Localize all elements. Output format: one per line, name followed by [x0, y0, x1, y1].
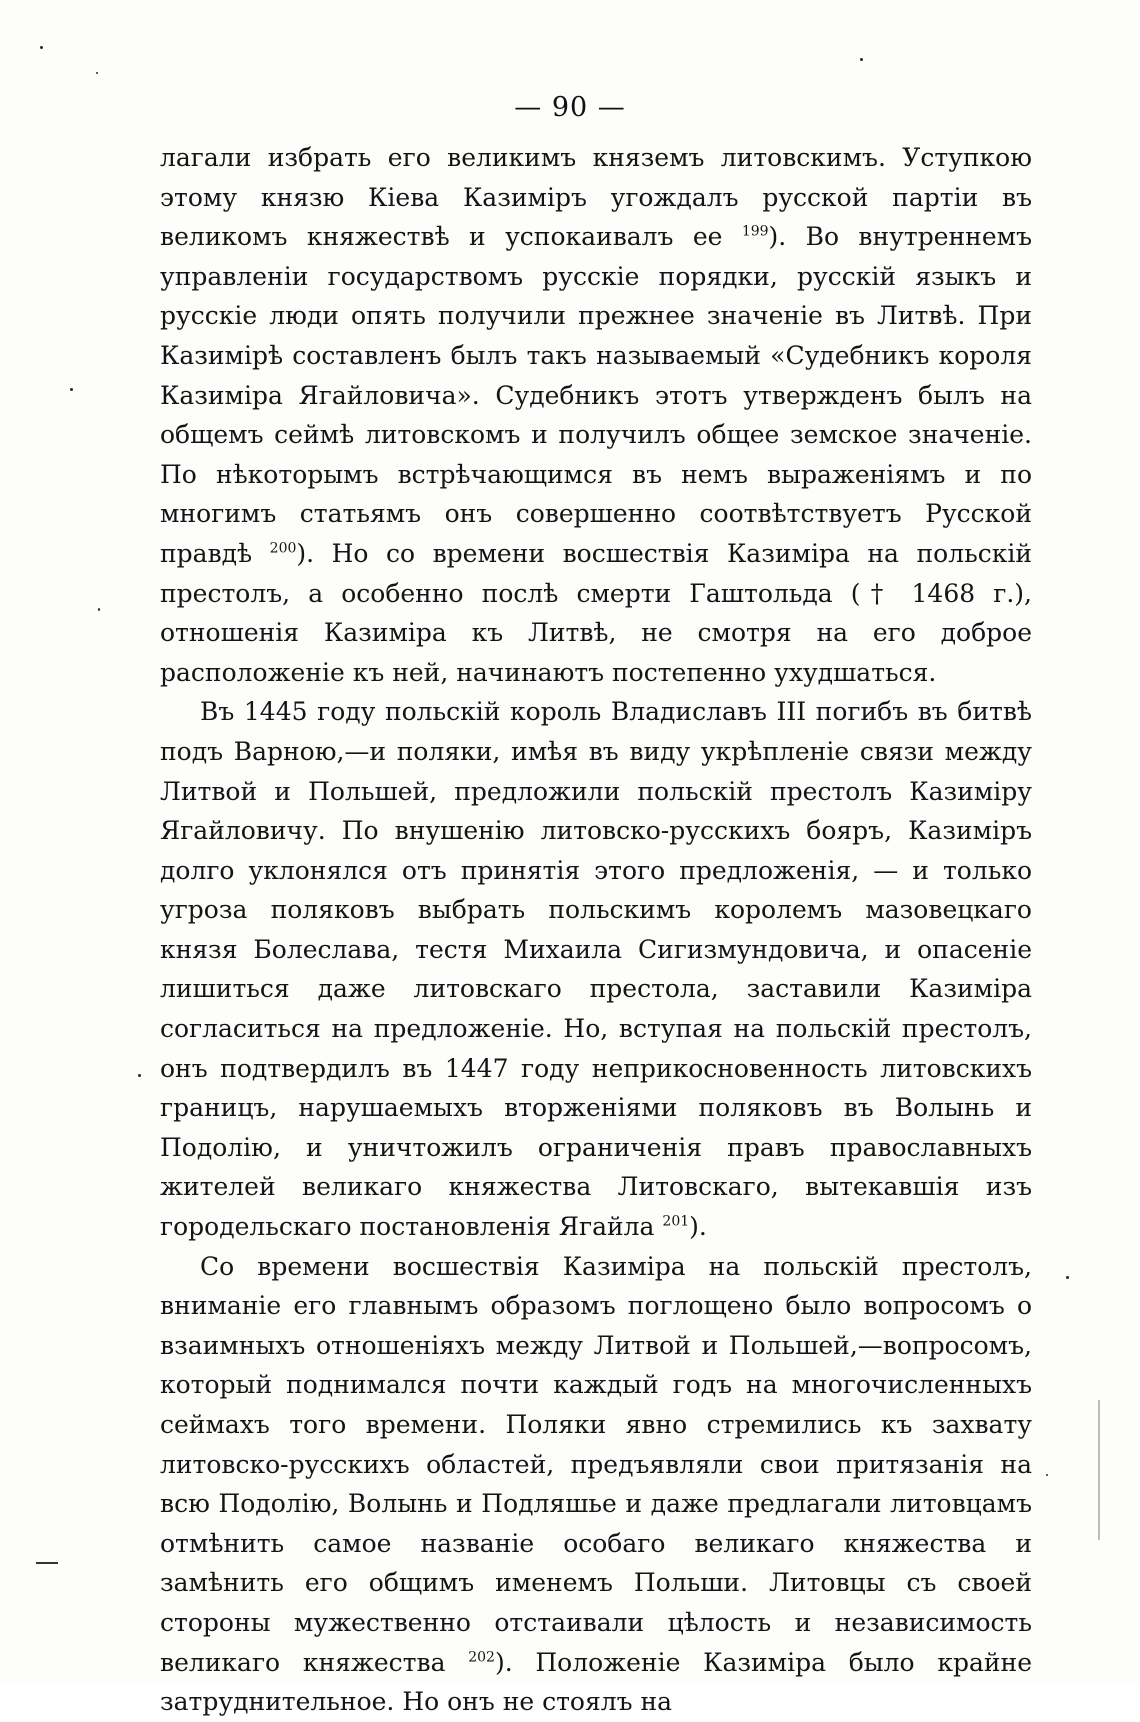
text-run: Со времени восшествія Казиміра на польскій престолъ, вниманіе его главнымъ образомъ поглощено было вопросомъ о взаимныхъ отношеніяхъ между Литвой и Польшей,—вопросомъ, который поднимался почти каждый годъ на многочисленныхъ сеймахъ того времени. Поляки явно стремились къ захвату литовско-русскихъ областей, предъявляли свои притязанія на всю Подолію, Волынь и Подляшье и даже предлагали литовцамъ отмѣнить самое названіе особаго великаго княжества и замѣнить его общимъ именемъ Польши. Литовцы съ своей стороны мужественно отстаивали цѣлость и независимость великаго княжества	[160, 1251, 1032, 1677]
text-run: ). Но со времени восшествія Казиміра на польскій престолъ, а особенно послѣ смерти Гаштольда († 1468 г.), отношенія Казиміра къ Литвѣ, не смотря на его доброе расположеніе къ ней, начинаютъ постепенно ухудшаться.	[160, 538, 1032, 687]
scan-speck	[98, 608, 100, 611]
paragraph	[160, 1247, 1032, 1722]
scan-speck	[860, 58, 863, 61]
page-number: — 90 —	[514, 92, 626, 123]
text-run: Въ 1445 году польскій король Владиславъ III погибъ въ битвѣ подъ Варною,—и поляки, имѣя въ виду укрѣпленіе связи между Литвой и Польшей, предложили польскій престолъ Казиміру Ягайловичу. По внушенію литовско-русскихъ бояръ, Казиміръ долго уклонялся отъ принятія этого предложенія, — и только угроза поляковъ выбрать польскимъ королемъ мазовецкаго князя Болеслава, тестя Михаила Сигизмундовича, и опасеніе лишиться даже литовскаго престола, заставили Казиміра согласиться на предложеніе. Но, вступая на польскій престолъ, онъ подтвердилъ въ 1447 году неприкосновенность литовскихъ границъ, нарушаемыхъ вторженіями поляковъ въ Волынь и Подолію, и уничтожилъ ограниченія правъ православныхъ жителей великаго княжества Литовскаго, вытекавшія изъ городельскаго постановленія Ягайла	[160, 697, 1032, 1242]
text-run: ).	[689, 1212, 707, 1242]
footnote-ref: 199	[741, 223, 769, 240]
scan-speck	[1046, 1474, 1048, 1476]
scan-speck	[70, 388, 73, 391]
body-text	[160, 138, 1032, 1722]
text-run: ). Во внутреннемъ управленіи государствомъ русскіе порядки, русскій языкъ и русскіе люди опять получили прежнее значеніе въ Литвѣ. При Казимірѣ составленъ былъ такъ называемый «Судебникъ короля Казиміра Ягайловича». Судебникъ этотъ утвержденъ былъ на общемъ сеймѣ литовскомъ и получилъ общее земское значеніе. По нѣкоторымъ встрѣчающимся въ немъ выраженіямъ и по многимъ статьямъ онъ совершенно соотвѣтствуетъ Русской правдѣ	[160, 222, 1032, 568]
text-run: лагали избрать его великимъ княземъ литовскимъ. Уступкою этому князю Кіева Казиміръ угождалъ русской партіи въ великомъ княжествѣ и успокаивалъ ее	[160, 143, 1032, 252]
scan-speck	[138, 1074, 141, 1077]
scan-speck	[40, 46, 43, 49]
scan-speck	[96, 72, 98, 74]
footnote-ref: 202	[468, 1649, 495, 1666]
scan-mark	[36, 1562, 58, 1564]
footnote-ref: 201	[662, 1213, 690, 1230]
footnote-ref: 200	[269, 540, 297, 557]
text-run: ). Положеніе Казиміра было крайне затруднительное. Но онъ не стоялъ на	[160, 1647, 1032, 1717]
scan-edge-line	[1098, 1400, 1100, 1540]
scan-speck	[1066, 1276, 1069, 1279]
paragraph	[160, 692, 1032, 1246]
paragraph	[160, 138, 1032, 692]
